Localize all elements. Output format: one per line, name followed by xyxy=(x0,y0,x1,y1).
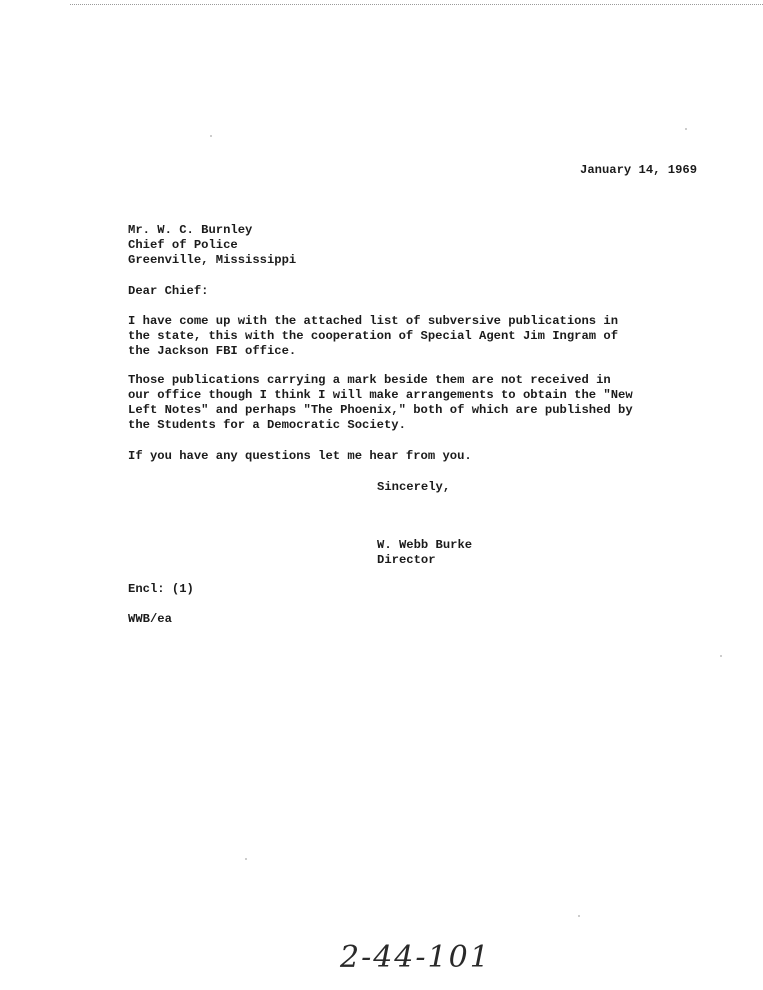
paragraph-1-line: the state, this with the cooperation of Special Agent Jim Ingram of xyxy=(128,329,619,343)
top-edge-line xyxy=(70,4,763,5)
handwritten-file-number: 2-44-101 xyxy=(340,940,491,975)
salutation: Dear Chief: xyxy=(128,284,209,298)
paragraph-1-line: I have come up with the attached list of subversive publications in xyxy=(128,314,619,328)
scan-speck xyxy=(245,858,247,860)
paragraph-2-line: the Students for a Democratic Society. xyxy=(128,418,406,432)
scan-speck xyxy=(210,135,212,137)
signer-title: Director xyxy=(377,553,436,567)
paragraph-3: If you have any questions let me hear from you. xyxy=(128,449,472,463)
closing: Sincerely, xyxy=(377,480,451,494)
recipient-title: Chief of Police xyxy=(128,238,238,252)
paragraph-2-line: Left Notes" and perhaps "The Phoenix," both of which are published by xyxy=(128,403,633,417)
scan-speck xyxy=(685,128,687,130)
enclosure-note: Encl: (1) xyxy=(128,582,194,596)
recipient-name: Mr. W. C. Burnley xyxy=(128,223,253,237)
scan-speck xyxy=(578,915,580,917)
signer-name: W. Webb Burke xyxy=(377,538,473,552)
paragraph-1-line: the Jackson FBI office. xyxy=(128,344,297,358)
recipient-location: Greenville, Mississippi xyxy=(128,253,297,267)
paragraph-2-line: Those publications carrying a mark beside them are not received in xyxy=(128,373,611,387)
paragraph-2-line: our office though I think I will make arrangements to obtain the "New xyxy=(128,388,633,402)
letter-date: January 14, 1969 xyxy=(580,163,698,177)
typist-initials: WWB/ea xyxy=(128,612,172,626)
scan-speck xyxy=(720,655,722,657)
